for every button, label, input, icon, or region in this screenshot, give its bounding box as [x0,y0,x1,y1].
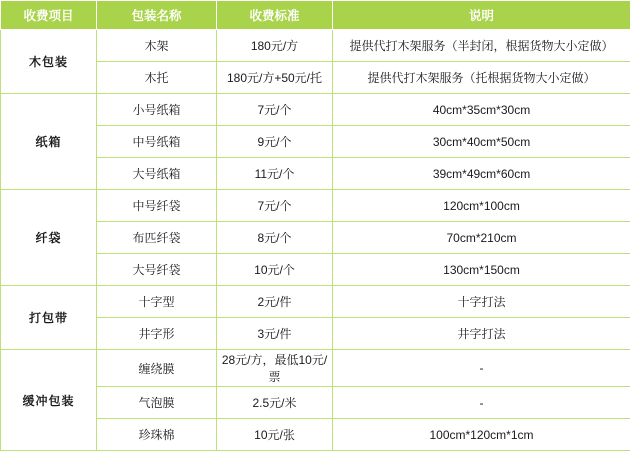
price-cell: 3元/件 [217,318,333,350]
table-row [1,94,630,126]
package-name-cell: 木托 [97,62,217,94]
price-cell: 180元/方 [217,30,333,62]
description-cell: 提供代打木架服务（半封闭，根据货物大小定做） [333,30,630,62]
package-name-cell: 木架 [97,30,217,62]
column-header-description: 说明 [333,1,630,30]
package-name-cell: 布匹纤袋 [97,222,217,254]
table-header-row [1,1,630,30]
description-cell: 70cm*210cm [333,222,630,254]
description-cell: 井字打法 [333,318,630,350]
price-cell: 7元/个 [217,190,333,222]
package-name-cell: 缠绕膜 [97,350,217,387]
table-header [1,1,630,30]
description-cell: 十字打法 [333,286,630,318]
category-cell: 纸箱 [1,94,97,190]
description-cell: 40cm*35cm*30cm [333,94,630,126]
price-cell: 8元/个 [217,222,333,254]
price-cell: 9元/个 [217,126,333,158]
table-row [1,286,630,318]
price-cell: 11元/个 [217,158,333,190]
price-cell: 7元/个 [217,94,333,126]
column-header-item: 收费项目 [1,1,97,30]
package-name-cell: 气泡膜 [97,387,217,419]
package-name-cell: 中号纤袋 [97,190,217,222]
price-cell: 10元/个 [217,254,333,286]
table-body [1,30,630,451]
price-cell: 180元/方+50元/托 [217,62,333,94]
price-cell: 2.5元/米 [217,387,333,419]
package-name-cell: 十字型 [97,286,217,318]
description-cell: 39cm*49cm*60cm [333,158,630,190]
table-row [1,30,630,62]
description-cell: 130cm*150cm [333,254,630,286]
package-name-cell: 中号纸箱 [97,126,217,158]
category-cell: 缓冲包装 [1,350,97,451]
category-cell: 纤袋 [1,190,97,286]
price-cell: 10元/张 [217,419,333,451]
package-name-cell: 井字形 [97,318,217,350]
column-header-package-name: 包装名称 [97,1,217,30]
description-cell: 120cm*100cm [333,190,630,222]
description-cell: 30cm*40cm*50cm [333,126,630,158]
column-header-price: 收费标准 [217,1,333,30]
package-name-cell: 珍珠棉 [97,419,217,451]
description-cell: - [333,350,630,387]
table-row [1,190,630,222]
table-row [1,350,630,387]
package-name-cell: 大号纸箱 [97,158,217,190]
package-name-cell: 小号纸箱 [97,94,217,126]
description-cell: 100cm*120cm*1cm [333,419,630,451]
category-cell: 木包装 [1,30,97,94]
description-cell: 提供代打木架服务（托根据货物大小定做） [333,62,630,94]
package-name-cell: 大号纤袋 [97,254,217,286]
category-cell: 打包带 [1,286,97,350]
price-cell: 28元/方，最低10元/票 [217,350,333,387]
description-cell: - [333,387,630,419]
price-cell: 2元/件 [217,286,333,318]
